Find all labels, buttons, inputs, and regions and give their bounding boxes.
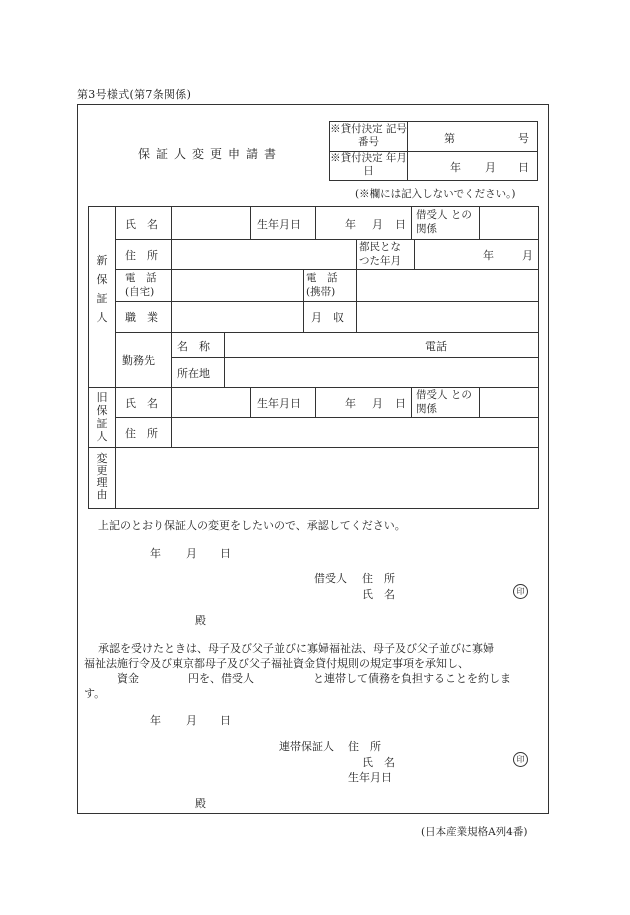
new-relation-label: 借受人 との関係 <box>416 209 472 235</box>
old-dob-year: 年 <box>345 397 356 410</box>
joint-guarantor-dob-label: 生年月日 <box>348 771 392 784</box>
loan-number-row <box>330 122 537 152</box>
new-workplace-label: 勤務先 <box>122 354 155 367</box>
joint-guarantor-label: 連帯保証人 <box>279 740 334 753</box>
loan-decision-box <box>329 121 538 181</box>
borrower-seal-mark: 印 <box>513 584 528 599</box>
borrower-name-label: 氏 名 <box>362 588 395 601</box>
consent-date-month: 月 <box>186 714 197 727</box>
rule <box>356 269 357 332</box>
rule <box>479 387 480 417</box>
office-use-note: (※欄には記入しないでください。) <box>355 188 516 200</box>
new-residence-label: 都民とな つた年月 <box>359 241 401 267</box>
rule <box>411 387 412 417</box>
addressee-1: 殿 <box>195 614 206 627</box>
rule <box>250 387 251 417</box>
rule <box>224 332 225 387</box>
rule <box>115 417 538 418</box>
rule <box>479 207 480 239</box>
new-dob-year: 年 <box>345 218 356 231</box>
new-workplace-phone-label: 電話 <box>425 340 447 353</box>
form-title: 保証人変更申請書 <box>138 147 283 161</box>
old-dob-month: 月 <box>372 397 383 410</box>
consent-date-year: 年 <box>150 714 161 727</box>
change-reason-label: 変更理由 <box>96 452 108 501</box>
old-name-label: 氏 名 <box>125 397 158 410</box>
consent-line-4: す。 <box>84 687 106 700</box>
old-dob-day: 日 <box>395 397 406 410</box>
request-statement: 上記のとおり保証人の変更をしたいので、承認してください。 <box>98 519 406 532</box>
consent-date-day: 日 <box>220 714 231 727</box>
consent-line-2: 福祉法施行令及び東京都母子及び父子福祉資金貸付規則の規定事項を承知し、 <box>84 657 469 670</box>
loan-number-label: ※貸付決定 記号番号 <box>330 122 408 151</box>
rule <box>315 387 316 417</box>
rule <box>356 239 357 269</box>
addressee-2: 殿 <box>195 797 206 810</box>
new-dob-day: 日 <box>395 218 406 231</box>
new-income-label: 月 収 <box>311 311 344 324</box>
new-mobile-phone-label: 電 話 (携帯) <box>306 272 338 298</box>
rule <box>115 239 538 240</box>
request-date-month: 月 <box>186 547 197 560</box>
new-workplace-address-label: 所在地 <box>177 367 210 380</box>
rule <box>115 301 538 302</box>
rule <box>303 269 304 332</box>
rule <box>115 332 538 333</box>
new-name-label: 氏 名 <box>125 218 158 231</box>
new-dob-month: 月 <box>372 218 383 231</box>
loan-number-suffix: 号 <box>518 132 529 145</box>
joint-guarantor-address-label: 住 所 <box>348 740 381 753</box>
new-address-label: 住 所 <box>125 249 158 262</box>
loan-date-row <box>330 151 537 180</box>
rule <box>250 207 251 239</box>
consent-line-3-end: と連帯して債務を負担することを約しま <box>313 672 511 685</box>
loan-date-label: ※貸付決定 年月日 <box>330 151 408 180</box>
new-residence-year: 年 <box>483 249 494 262</box>
rule <box>414 239 415 269</box>
rule <box>411 207 412 239</box>
request-date-year: 年 <box>150 547 161 560</box>
old-guarantor-section-label: 旧保証人 <box>96 391 108 443</box>
guarantor-table <box>88 206 539 509</box>
consent-line-3-yen: 円を、借受人 <box>188 672 254 685</box>
new-workplace-name-label: 名 称 <box>177 340 210 353</box>
borrower-label: 借受人 <box>314 572 347 585</box>
old-dob-label: 生年月日 <box>257 397 301 410</box>
request-date-day: 日 <box>220 547 231 560</box>
consent-line-1: 承認を受けたときは、母子及び父子並びに寡婦福祉法、母子及び父子並びに寡婦 <box>98 642 494 655</box>
form-number-label: 第3号様式(第7条関係) <box>77 88 192 101</box>
rule <box>171 207 172 447</box>
joint-guarantor-name-label: 氏 名 <box>362 756 395 769</box>
new-occupation-label: 職 業 <box>125 311 158 324</box>
new-guarantor-section-label: 新保証人 <box>96 254 108 324</box>
joint-guarantor-seal-mark: 印 <box>513 752 528 767</box>
loan-date-month: 月 <box>485 161 496 174</box>
paper-size-note: (日本産業規格A列4番) <box>421 826 528 838</box>
old-address-label: 住 所 <box>125 427 158 440</box>
borrower-address-label: 住 所 <box>362 572 395 585</box>
consent-line-3-fund: 資金 <box>117 672 139 685</box>
rule <box>115 207 116 508</box>
rule <box>315 207 316 239</box>
new-home-phone-label: 電 話 (自宅) <box>125 272 157 298</box>
loan-number-prefix: 第 <box>444 132 455 145</box>
rule <box>115 269 538 270</box>
new-dob-label: 生年月日 <box>257 218 301 231</box>
rule <box>171 357 538 358</box>
old-relation-label: 借受人 との関係 <box>416 389 472 415</box>
loan-date-year: 年 <box>450 161 461 174</box>
new-residence-month: 月 <box>522 249 533 262</box>
loan-date-day: 日 <box>518 161 529 174</box>
rule <box>89 447 538 448</box>
